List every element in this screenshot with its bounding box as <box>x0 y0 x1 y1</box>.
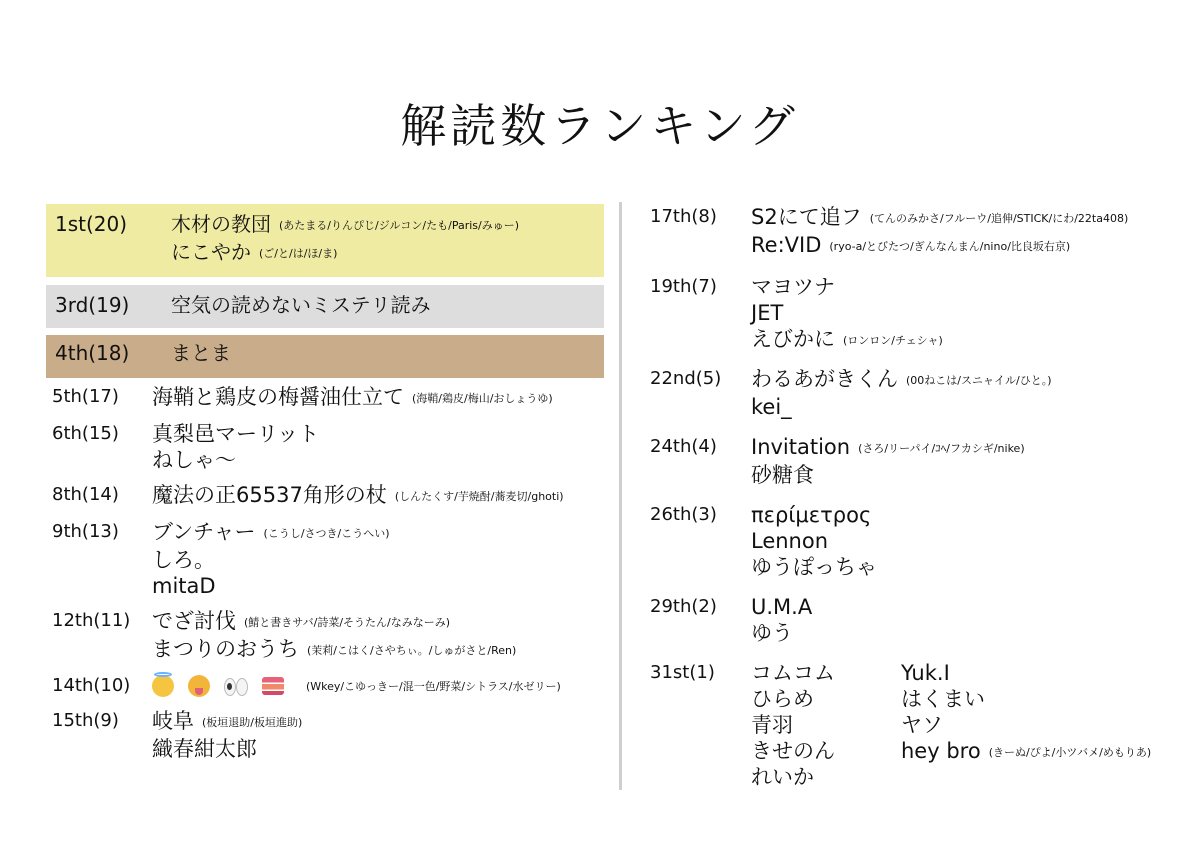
team-names <box>751 502 1170 580</box>
team-name: マヨツナ <box>751 275 835 299</box>
team-names <box>152 482 604 510</box>
team-name: まとま <box>171 341 231 365</box>
team-name <box>152 608 604 636</box>
eyes-icon <box>224 675 248 697</box>
team-members: (ryo-a/とびたつ/ぎんなんまん/nino/比良坂右京) <box>829 240 1071 253</box>
team-name <box>901 738 1151 766</box>
rank-label: 6th(15) <box>52 423 119 444</box>
team-members: (板垣退助/板垣進助) <box>202 716 303 729</box>
team-members: (鯖と書きサバ/詩菜/そうたん/なみなーみ) <box>244 616 451 629</box>
rank-entry-14th <box>46 673 604 699</box>
team-members: (Wkey/こゆっきー/混一色/野菜/シトラス/水ゼリー) <box>306 680 561 693</box>
team-name-text: ブンチャー <box>152 520 256 544</box>
team-name <box>152 708 604 736</box>
rank-label: 8th(14) <box>52 484 119 505</box>
emoji-team-name <box>152 673 604 699</box>
team-name-text: でざ討伐 <box>152 609 236 633</box>
team-name: れいか <box>751 765 814 789</box>
team-names <box>152 708 604 762</box>
team-name <box>751 232 1170 260</box>
team-members: (海鞘/鶏皮/梅山/おしょうゆ) <box>412 392 553 405</box>
team-members: (てんのみかさ/フルーウ/追伸/STICK/にわ/22ta408) <box>869 212 1129 225</box>
rank-label: 29th(2) <box>650 596 717 617</box>
rank-label: 9th(13) <box>52 521 119 542</box>
rank-entry-26th <box>650 502 1170 580</box>
team-names <box>751 204 1170 260</box>
rank-label: 3rd(19) <box>55 293 130 317</box>
team-name <box>751 326 1170 354</box>
team-name-text: 魔法の正65537角形の杖 <box>152 483 387 507</box>
rank-label: 19th(7) <box>650 276 717 297</box>
team-names <box>751 660 1170 790</box>
team-names <box>152 673 604 699</box>
team-names <box>751 434 1170 488</box>
team-name <box>152 636 604 664</box>
rank-label: 31st(1) <box>650 662 715 683</box>
rank-entry-19th <box>650 274 1170 354</box>
team-name <box>152 384 604 412</box>
rank-entry-8th <box>46 482 604 510</box>
rank-label: 24th(4) <box>650 436 717 457</box>
team-name: 真梨邑マーリット <box>152 422 320 446</box>
rank-entry-17th <box>650 204 1170 260</box>
rank-entry-6th <box>46 421 604 473</box>
team-name: 青羽 <box>751 713 793 737</box>
team-name-text: まつりのおうち <box>152 637 299 661</box>
team-name: kei_ <box>751 395 792 419</box>
team-name: Yuk.I <box>901 661 950 685</box>
team-names <box>751 366 1170 420</box>
rank-label: 22nd(5) <box>650 368 722 389</box>
zany-face-icon <box>188 675 210 697</box>
rank-entry-5th <box>46 384 604 412</box>
team-name-text: S2にて追フ <box>751 205 862 229</box>
team-list-column-1 <box>751 660 901 790</box>
rank-entry-15th <box>46 708 604 762</box>
team-name: U.M.A <box>751 595 813 619</box>
team-name-text: Invitation <box>751 435 851 459</box>
team-name-text: えびかに <box>751 327 835 351</box>
team-names <box>152 519 604 599</box>
team-name-text: わるあがきくん <box>751 367 898 391</box>
rank-label: 17th(8) <box>650 206 717 227</box>
team-name: mitaD <box>152 574 216 598</box>
team-names <box>152 384 604 412</box>
smiling-face-with-halo-icon <box>152 675 174 697</box>
team-name <box>152 519 604 547</box>
column-divider <box>619 202 622 790</box>
team-names <box>171 292 604 318</box>
rank-entry-22nd <box>650 366 1170 420</box>
team-name: ねしゃ〜 <box>152 448 236 472</box>
rank-entry-1st <box>46 204 604 277</box>
rank-entry-9th <box>46 519 604 599</box>
page-title: 解読数ランキング <box>400 99 799 153</box>
rank-entry-31st <box>650 660 1170 790</box>
books-icon <box>262 677 284 695</box>
team-name <box>751 204 1170 232</box>
team-name: ヤソ <box>901 713 943 737</box>
team-name: 織春紺太郎 <box>152 737 257 761</box>
rank-label: 26th(3) <box>650 504 717 525</box>
team-names <box>152 421 604 473</box>
rank-entry-29th <box>650 594 1170 646</box>
team-names <box>751 594 1170 646</box>
team-members: (さろ/リーパイ/ｺﾍ/フカシギ/nike) <box>858 442 1025 455</box>
rank-label: 12th(11) <box>52 610 131 631</box>
team-names <box>171 211 604 267</box>
left-column <box>46 204 604 762</box>
rank-label: 4th(18) <box>55 341 130 365</box>
rank-label: 5th(17) <box>52 386 119 407</box>
team-name: ひらめ <box>751 687 814 711</box>
team-name-text: Re:VID <box>751 233 822 257</box>
team-members: (しんたくす/芋焼酎/蕎麦切/ghoti) <box>394 490 564 503</box>
team-name-text: hey bro <box>901 739 981 763</box>
team-name-text: 海鞘と鶏皮の梅醤油仕立て <box>152 385 404 409</box>
rank-label: 14th(10) <box>52 675 131 696</box>
team-name <box>171 211 604 239</box>
team-names <box>751 274 1170 354</box>
rank-entry-12th <box>46 608 604 664</box>
team-name-text: 岐阜 <box>152 709 194 733</box>
team-name: きせのん <box>751 739 835 763</box>
team-name: 空気の読めないミステリ読み <box>171 293 431 317</box>
team-name: コムコム <box>751 661 835 685</box>
team-members: (茉莉/こはく/さやちぃ。/しゅがさと/Ren) <box>307 644 517 657</box>
team-name: ゆう <box>751 621 793 645</box>
team-name <box>751 434 1170 462</box>
team-name: JET <box>751 301 784 325</box>
right-column <box>650 204 1170 790</box>
team-name: περίμετρος <box>751 503 872 527</box>
team-members: (00ねこは/スニャイル/ひと。) <box>906 374 1052 387</box>
team-name: はくまい <box>901 687 985 711</box>
team-name: 砂糖食 <box>751 463 814 487</box>
team-members: (きーぬ/ぴよ/小ツバメ/めもりあ) <box>988 746 1152 759</box>
team-name: ゆうぽっちゃ <box>751 555 877 579</box>
team-name: Lennon <box>751 529 829 553</box>
team-name <box>171 239 604 267</box>
rank-label: 1st(20) <box>55 212 128 236</box>
team-members: (あたまる/りんぴじ/ジルコン/たも/Paris/みゅー) <box>279 219 520 232</box>
team-name <box>152 482 604 510</box>
team-members: (ご/と/は/ほ/ま) <box>259 247 338 260</box>
team-members: (ロンロン/チェシャ) <box>843 334 943 347</box>
team-name: しろ。 <box>152 548 215 572</box>
team-name-text: 木材の教団 <box>171 212 271 236</box>
rank-entry-4th <box>46 335 604 378</box>
rank-label: 15th(9) <box>52 710 119 731</box>
rank-entry-3rd <box>46 285 604 328</box>
team-name-text: にこやか <box>171 240 251 264</box>
team-members: (こうし/さつき/こうへい) <box>263 527 390 540</box>
team-name <box>751 366 1170 394</box>
rank-entry-24th <box>650 434 1170 488</box>
team-list-column-2 <box>901 660 1151 790</box>
team-names <box>152 608 604 664</box>
team-names <box>171 340 604 366</box>
